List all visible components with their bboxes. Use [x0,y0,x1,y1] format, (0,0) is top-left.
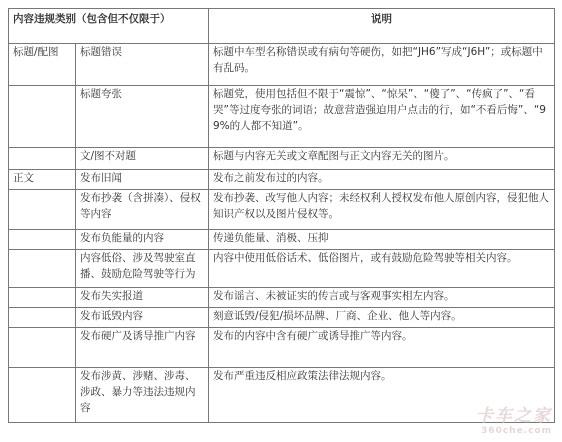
item-cell: 标题错误 [76,44,209,86]
section-cell [9,250,76,288]
desc-cell: 发布之前发布过的内容。 [209,170,555,190]
section-cell [9,86,76,148]
table-row [9,328,555,368]
item-cell: 发布硬广及诱导推广内容 [76,328,209,368]
header-category: 内容违规类别（包含但不仅限于） [9,9,209,44]
desc-cell: 刻意诋毁/侵犯/损坏品牌、厂商、企业、他人等内容。 [209,308,555,328]
section-cell: 标题/配图 [9,44,76,86]
desc-cell: 传递负能量、消极、压抑 [209,230,555,250]
table-row [9,148,555,170]
section-cell: 正文 [9,170,76,190]
desc-cell: 标题党，使用包括但不限于“震惊”、“惊呆”、“傻了”、“传疯了”、“看哭”等过度夸张的词语；故意营造强迫用户点击的行，如“不看后悔”、“99%的人都不知道”。 [209,86,555,148]
rules-table [8,8,555,423]
desc-cell: 发布严重违反相应政策法律法规内容。 [209,368,555,423]
item-cell: 标题夸张 [76,86,209,148]
table-row [9,308,555,328]
header-description: 说明 [209,9,555,44]
desc-cell: 内容中使用低俗话术、低俗图片，或有鼓励危险驾驶等相关内容。 [209,250,555,288]
item-cell: 发布旧闻 [76,170,209,190]
desc-cell: 发布谣言、未被证实的传言或与客观事实相左内容。 [209,288,555,308]
section-cell [9,368,76,423]
table-row [9,230,555,250]
item-cell: 发布负能量的内容 [76,230,209,250]
desc-cell: 标题与内容无关或文章配图与正文内容无关的图片。 [209,148,555,170]
watermark-brand: 卡车之家 [476,406,552,426]
section-cell [9,230,76,250]
desc-cell: 发布抄袭、改写他人内容；未经权利人授权发布他人原创内容，侵犯他人知识产权以及图片侵权等。 [209,190,555,230]
table-row [9,190,555,230]
item-cell: 发布失实报道 [76,288,209,308]
table-row [9,86,555,148]
watermark-url: 360che.com [481,426,552,436]
section-cell [9,288,76,308]
header-row [9,9,555,44]
desc-cell: 标题中车型名称错误或有病句等硬伤，如把“JH6”写成“J6H”；或标题中有乱码。 [209,44,555,86]
watermark-logo [476,401,552,436]
item-cell: 发布诋毁内容 [76,308,209,328]
table-row [9,250,555,288]
table-row [9,368,555,423]
section-cell [9,328,76,368]
section-cell [9,308,76,328]
desc-cell: 发布的内容中含有硬广或诱导推广等内容。 [209,328,555,368]
table-row [9,44,555,86]
table-row [9,288,555,308]
section-cell [9,190,76,230]
item-cell: 发布涉黄、涉赌、涉毒、涉政、暴力等违法违规内容 [76,368,209,423]
table-row [9,170,555,190]
item-cell: 发布抄袭（含拼凑）、侵权等内容 [76,190,209,230]
section-cell [9,148,76,170]
item-cell: 内容低俗、涉及驾驶室直播、鼓励危险驾驶等行为 [76,250,209,288]
item-cell: 文/图不对题 [76,148,209,170]
